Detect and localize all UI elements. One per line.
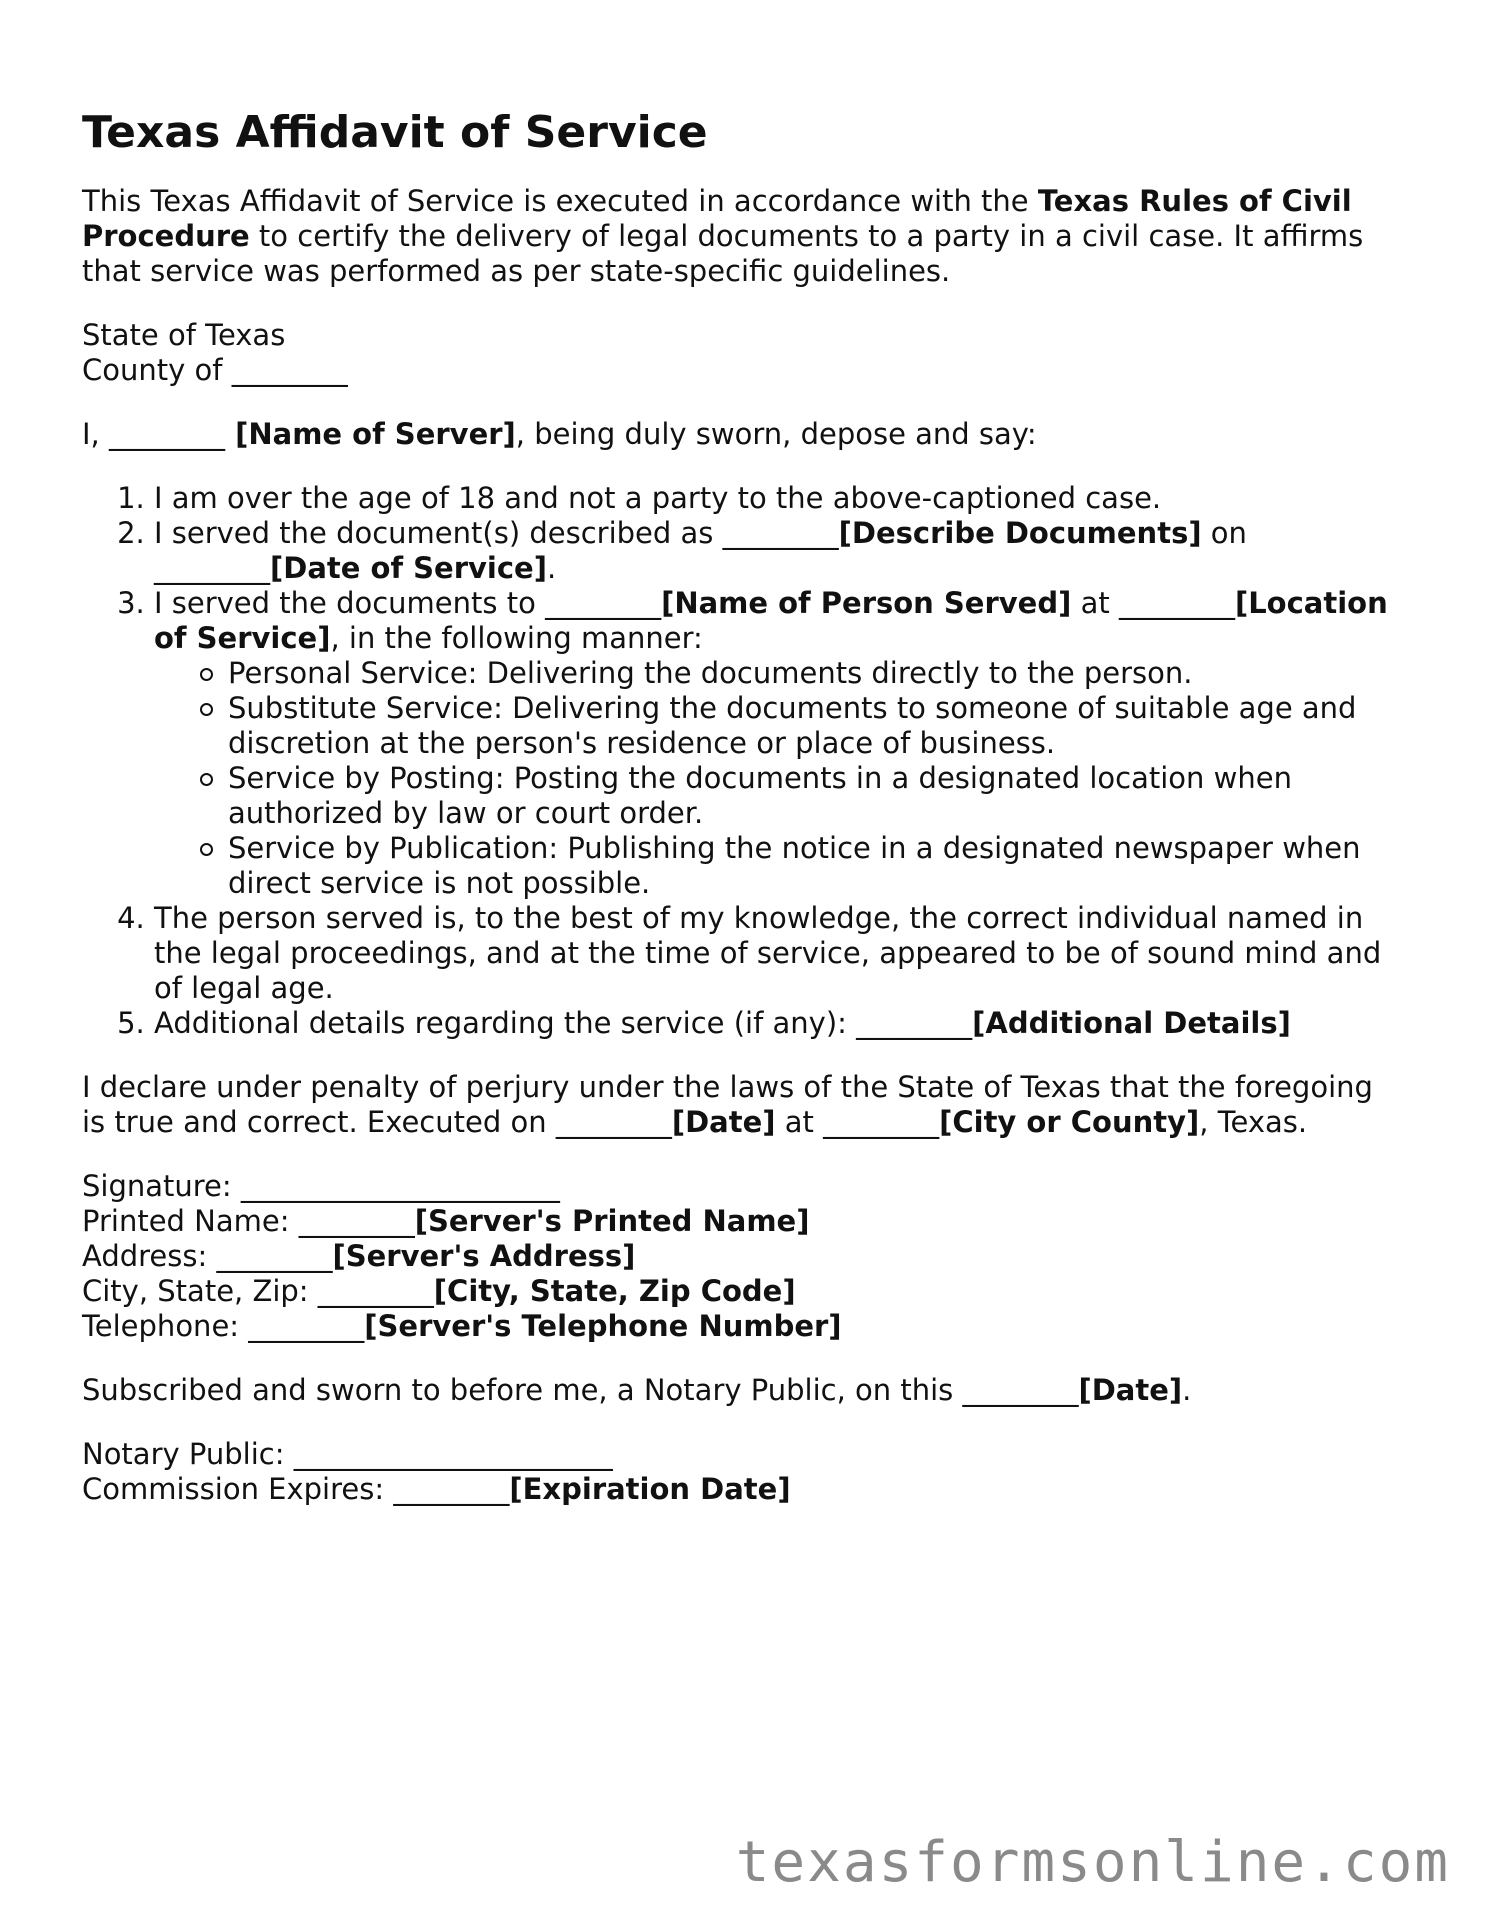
telephone-blank: ________	[248, 1309, 365, 1343]
additional-details-placeholder: [Additional Details]	[972, 1006, 1291, 1040]
address-placeholder: [Server's Address]	[332, 1239, 636, 1273]
county-blank: ________	[231, 353, 348, 387]
item-2-suffix: .	[546, 551, 557, 585]
state-line: State of Texas	[82, 318, 286, 352]
service-method-posting: Service by Posting: Posting the documents in a designated location when authorized by law or court order.	[200, 761, 1402, 831]
printed-name-label: Printed Name:	[82, 1204, 299, 1238]
oath-prefix: I,	[82, 417, 109, 451]
notary-statement-suffix: .	[1182, 1373, 1192, 1407]
declaration-middle: at	[775, 1105, 824, 1139]
notary-statement-text: Subscribed and sworn to before me, a Notary Public, on this	[82, 1373, 963, 1407]
signature-row	[82, 1169, 1402, 1204]
item-2-prefix: I served the document(s) described as	[154, 516, 723, 550]
service-method-substitute: Substitute Service: Delivering the documents to someone of suitable age and discretion at the person's residence or place of business.	[200, 691, 1402, 761]
signature-block	[82, 1169, 1402, 1344]
oath-statement	[82, 417, 1402, 452]
site-watermark: texasformsonline.com	[735, 1830, 1450, 1895]
telephone-placeholder: [Server's Telephone Number]	[364, 1309, 842, 1343]
printed-name-blank: ________	[298, 1204, 415, 1238]
item-3-middle: at	[1071, 586, 1119, 620]
signature-line: ______________________	[240, 1169, 560, 1203]
intro-paragraph	[82, 184, 1402, 289]
address-label: Address:	[82, 1239, 217, 1273]
intro-bold-rules: Texas Rules of Civil Procedure	[82, 184, 1352, 253]
person-served-blank: ________	[545, 586, 662, 620]
person-served-placeholder: [Name of Person Served]	[661, 586, 1072, 620]
service-location-blank: ________	[1118, 586, 1235, 620]
city-state-zip-label: City, State, Zip:	[82, 1274, 318, 1308]
item-3-suffix: , in the following manner:	[330, 621, 703, 655]
documents-placeholder: [Describe Documents]	[838, 516, 1202, 550]
oath-suffix: , being duly sworn, depose and say:	[515, 417, 1037, 451]
city-state-zip-placeholder: [City, State, Zip Code]	[433, 1274, 796, 1308]
service-method-personal: Personal Service: Delivering the documents directly to the person.	[200, 656, 1402, 691]
signature-label: Signature:	[82, 1169, 241, 1203]
item-1-text: I am over the age of 18 and not a party to the above-captioned case.	[154, 481, 1162, 515]
address-row	[82, 1239, 1402, 1274]
list-item	[154, 481, 1402, 516]
affidavit-items	[82, 481, 1402, 1041]
expiration-date-placeholder: [Expiration Date]	[509, 1472, 791, 1506]
service-date-placeholder: [Date of Service]	[270, 551, 547, 585]
county-label: County of	[82, 353, 232, 387]
telephone-row	[82, 1309, 1402, 1344]
list-item	[154, 586, 1402, 901]
service-method-publication: Service by Publication: Publishing the notice in a designated newspaper when direct service is not possible.	[200, 831, 1402, 901]
executed-city-placeholder: [City or County]	[939, 1105, 1200, 1139]
service-methods-list	[154, 656, 1402, 901]
item-4-text: The person served is, to the best of my knowledge, the correct individual named in the legal proceedings, and at the time of service, appeared to be of sound mind and of legal age.	[154, 901, 1382, 1005]
address-blank: ________	[216, 1239, 333, 1273]
executed-date-placeholder: [Date]	[671, 1105, 776, 1139]
intro-text-1: This Texas Affidavit of Service is executed in accordance with the	[82, 184, 1038, 218]
notary-block	[82, 1437, 1402, 1507]
executed-date-blank: ________	[555, 1105, 672, 1139]
declaration-text: I declare under penalty of perjury under the laws of the State of Texas that the foregoing is true and correct. Executed on	[82, 1070, 1373, 1139]
declaration-suffix: , Texas.	[1199, 1105, 1308, 1139]
telephone-label: Telephone:	[82, 1309, 249, 1343]
list-item	[154, 1006, 1402, 1041]
service-location-placeholder: [Location of Service]	[154, 586, 1388, 655]
city-state-zip-blank: ________	[317, 1274, 434, 1308]
service-date-blank: ________	[154, 551, 270, 585]
page-title: Texas Affidavit of Service	[82, 107, 708, 158]
venue-block	[82, 318, 1402, 388]
list-item	[154, 516, 1402, 586]
list-item	[154, 901, 1402, 1006]
notary-statement	[82, 1373, 1402, 1408]
notary-date-placeholder: [Date]	[1078, 1373, 1183, 1407]
expiration-date-blank: ________	[393, 1472, 510, 1506]
item-5-prefix: Additional details regarding the service (if any):	[154, 1006, 857, 1040]
item-2-middle: on	[1201, 516, 1247, 550]
notary-public-label: Notary Public:	[82, 1437, 294, 1471]
notary-public-line: ______________________	[293, 1437, 613, 1471]
printed-name-placeholder: [Server's Printed Name]	[414, 1204, 810, 1238]
executed-city-blank: ________	[823, 1105, 940, 1139]
notary-date-blank: ________	[962, 1373, 1079, 1407]
additional-details-blank: ________	[856, 1006, 973, 1040]
server-name-placeholder: [Name of Server]	[225, 417, 516, 451]
server-name-blank: ________	[109, 417, 225, 451]
intro-text-2: to certify the delivery of legal documents to a party in a civil case. It affirms that service was performed as per state-specific guidelines.	[82, 219, 1364, 288]
commission-expires-label: Commission Expires:	[82, 1472, 394, 1506]
document-page	[82, 96, 1402, 1507]
item-3-prefix: I served the documents to	[154, 586, 546, 620]
printed-name-row	[82, 1204, 1402, 1239]
notary-public-row	[82, 1437, 1402, 1472]
commission-expires-row	[82, 1472, 1402, 1507]
documents-blank: ________	[722, 516, 839, 550]
county-line	[82, 353, 1402, 388]
declaration-paragraph	[82, 1070, 1402, 1140]
city-state-zip-row	[82, 1274, 1402, 1309]
